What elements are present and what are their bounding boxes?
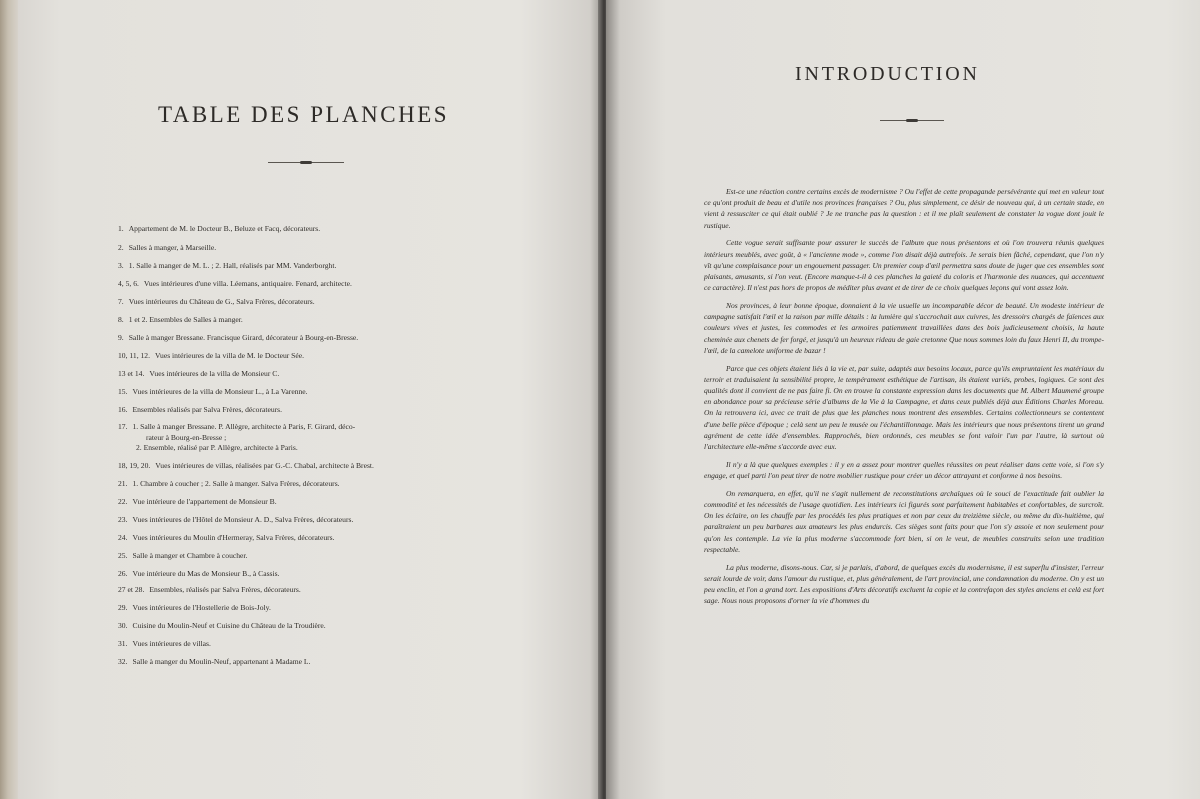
plate-entry: [118, 314, 243, 325]
plate-entry: [118, 421, 355, 443]
plate-entry: [118, 584, 301, 595]
plate-number: 18, 19, 20.: [118, 461, 151, 470]
plate-description: Vues intérieures de villas.: [132, 639, 211, 648]
plate-entry: [118, 368, 279, 379]
plate-description: Ensembles réalisés par Salva Frères, décorateurs.: [132, 405, 282, 414]
plate-entry: [118, 350, 304, 361]
plate-number: 23.: [118, 515, 128, 524]
plate-entry: [118, 568, 279, 579]
plate-description: Vue intérieure de l'appartement de Monsieur B.: [132, 497, 277, 506]
plate-entry: [118, 260, 336, 271]
plate-entry: [118, 656, 310, 667]
plate-description: Vues intérieures du Château de G., Salva Frères, décorateurs.: [128, 297, 315, 306]
plate-description: Ensembles, réalisés par Salva Frères, décorateurs.: [149, 585, 301, 594]
plate-description: 1. Salle à manger de M. L. ; 2. Hall, réalisés par MM. Vanderborght.: [128, 261, 337, 270]
plate-entry: [118, 638, 211, 649]
plate-description: Salle à manger et Chambre à coucher.: [132, 551, 248, 560]
introduction-text: [704, 186, 1104, 606]
plate-number: 26.: [118, 569, 128, 578]
plate-number: 8.: [118, 315, 124, 324]
plate-description: Vue intérieure du Mas de Monsieur B., à Cassis.: [132, 569, 280, 578]
plate-entry: [118, 532, 335, 543]
intro-paragraph: Nos provinces, à leur bonne époque, donnaient à la vie usuelle un incomparable décor de beauté. Un modeste intérieur de campagne satisfait l'œil et la raison par mille détails : la lumière qui s'accrochait aux cuivres, les dressoirs chargés de faïences aux couleurs vives et justes, les commodes et les armoires patiemment travaillées dans des bois judicieusement choisis, la haute cheminée aux chenets de fer forgé, et jusqu'à un heureux rideau de gaie cretonne Que nous sommes loin du faux Henri II, du trompe-l'œil, de la camelote uniforme de bazar !: [704, 301, 1104, 355]
plate-number: 24.: [118, 533, 128, 542]
plate-description: Vues intérieures d'une villa. Léemans, antiquaire. Fenard, architecte.: [143, 279, 352, 288]
plate-number: 25.: [118, 551, 128, 560]
plate-entry: [118, 478, 340, 489]
plate-description: 1. Chambre à coucher ; 2. Salle à manger. Salva Frères, décorateurs.: [132, 479, 340, 488]
plate-description: Cuisine du Moulin-Neuf et Cuisine du Château de la Troudière.: [132, 621, 326, 630]
plate-description: Salle à manger Bressane. Francisque Girard, décorateur à Bourg-en-Bresse.: [128, 333, 359, 342]
intro-paragraph: Est-ce une réaction contre certains excès de modernisme ? Ou l'effet de cette propagande persévérante qui met en valeur tout ce qu'ont produit de beau et d'utile nos provinces françaises ? Ou, plus simplement, ce désir de nouveau qui, à un certain stade, en vient à ressusciter ce qui était oublié ? Je ne tranche pas la question : et il me plaît seulement de constater la vogue dont jouit le rustique.: [704, 187, 1104, 230]
plate-number: 22.: [118, 497, 128, 506]
plate-number: 16.: [118, 405, 128, 414]
plate-entry: [118, 223, 320, 234]
plate-entry: [118, 550, 247, 561]
plate-number: 4, 5, 6.: [118, 279, 139, 288]
plate-number: 10, 11, 12.: [118, 351, 150, 360]
plate-number: 29.: [118, 603, 128, 612]
intro-paragraph: Cette vogue serait suffisante pour assurer le succès de l'album que nous présentons et où l'on trouvera réunis quelques intérieurs meublés, avec goût, à « l'ancienne mode », comme l'on disait déjà autrefois. Je serais bien fâché, cependant, que l'on n'y vît qu'une complaisance pour un engouement passager. Un premier coup d'œil permettra sans doute de juger que ces ensembles sont plaisants, amusants, si l'on veut. (Encore manque-t-il à ces planches la gaieté du coloris et l'harmonie des nuances, qui accentuent ce caractère). Il n'est pas hors de propos de méditer plus avant et de tirer de ce choix quelques leçons qui vont assez loin.: [704, 238, 1104, 293]
plate-description: Vues intérieures de l'Hostellerie de Bois-Joly.: [132, 603, 271, 612]
plate-number: 2.: [118, 243, 124, 252]
title-ornament: [268, 161, 344, 165]
plate-number: 31.: [118, 639, 128, 648]
plate-description: Vues intérieures du Moulin d'Hermeray, Salva Frères, décorateurs.: [132, 533, 335, 542]
plate-number: 7.: [118, 297, 124, 306]
plate-number: 13 et 14.: [118, 369, 145, 378]
intro-paragraph: Parce que ces objets étaient liés à la vie et, par suite, adaptés aux besoins locaux, parce qu'ils empruntaient les matériaux du terroir et traduisaient la sensibilité propre, le tempérament esthétique de l'artisan, ils étaient variés, probes, logiques. Ce sont des qualités dont il convient de ne pas faire fi. On en trouve la constante expression dans les documents que M. Albert Maumené groupe en abondance pour sa précieuse série d'albums de la Vie à la Campagne, et dans ceux publiés déjà aux Éditions Charles Moreau. On la retrouvera ici, avec ce trait de plus que les planches nous montrent des ensembles. Certains collectionneurs se contentent d'une belle pièce d'époque ; celà sent un peu le musée ou l'échantillonnage. Mais les intérieurs que nous présentons tirent un grand agrément de cette idée d'ensembles. Rapprochés, bien ordonnés, ces meubles se font valoir l'un par l'autre, là surtout où l'architecture elle-même s'accorde avec eux.: [704, 363, 1104, 452]
plate-number: 21.: [118, 479, 128, 488]
plate-number: 3.: [118, 261, 124, 270]
plate-entry: [118, 620, 326, 631]
plate-entry: [118, 514, 353, 525]
plate-description: Vues intérieures de la villa de Monsieur C.: [149, 369, 280, 378]
intro-paragraph: Il n'y a là que quelques exemples : il y en a assez pour montrer quelles réussites on peut réaliser dans cette voie, si l'on s'y engage, et quel parti l'on peut tirer de notre mobilier rustique pour créer un décor attrayant et conforme à nos besoins.: [704, 459, 1104, 481]
plate-entry: [118, 278, 352, 289]
plate-entry: [118, 602, 271, 613]
plate-entry: [136, 442, 298, 453]
introduction-title: INTRODUCTION: [795, 63, 980, 85]
plate-description: Vues intérieures de l'Hôtel de Monsieur A. D., Salva Frères, décorateurs.: [132, 515, 354, 524]
plate-description: Salle à manger du Moulin-Neuf, appartenant à Madame L.: [132, 657, 311, 666]
plate-description: 1 et 2. Ensembles de Salles à manger.: [128, 315, 243, 324]
plate-description: Vues intérieures de villas, réalisées par G.-C. Chabal, architecte à Brest.: [155, 461, 374, 470]
plate-entry: [118, 404, 282, 415]
plate-description: Vues intérieures de la villa de M. le Docteur Sée.: [155, 351, 305, 360]
plate-description: Salles à manger, à Marseille.: [128, 243, 217, 252]
plate-number: 17.: [118, 422, 128, 431]
intro-paragraph: On remarquera, en effet, qu'il ne s'agit nullement de reconstitutions archaïques où le souci de l'exactitude fait oublier la commodité et les nécessités de l'usage quotidien. Les intérieurs ici figurés sont parfaitement habitables et confortables, de surcroît. On les éclaire, on les chauffe par les procédés les plus pratiques et non par ceux du treizième siècle, ou même du dix-huitième, qui paraîtraient un peu barbares aux amateurs les plus endurcis. Ces sièges sont faits pour que l'on s'y assoie et non seulement pour qu'on les contemple. La vie la plus moderne s'accommode fort bien, si on le veut, de meubles construits selon une tradition respectable.: [704, 488, 1104, 554]
table-title: TABLE DES PLANCHES: [158, 102, 450, 127]
plate-description: Vues intérieures de la villa de Monsieur L., à La Varenne.: [132, 387, 308, 396]
plate-entry: [118, 386, 308, 397]
plate-entry: [118, 296, 315, 307]
title-ornament: [880, 119, 944, 123]
plate-number: 15.: [118, 387, 128, 396]
plate-number: 9.: [118, 333, 124, 342]
plate-entry: [118, 496, 277, 507]
plate-entry: [118, 460, 374, 471]
plate-description: Appartement de M. le Docteur B., Beluze et Facq, décorateurs.: [128, 224, 321, 233]
plate-number: 1.: [118, 224, 124, 233]
plate-number: 27 et 28.: [118, 585, 145, 594]
intro-paragraph: La plus moderne, disons-nous. Car, si je parlais, d'abord, de quelques excès du modernisme, il est superflu d'insister, l'erreur serait lourde de voir, dans l'amour du rustique, et, plus généralement, de l'art provincial, une condamnation du moderne. On y est un peu enclin, et l'on a grand tort. Les expositions d'Arts décoratifs excluent la copie et la contrefaçon des styles anciens et celà est fort sage. Nous nous proposons d'orner la vie d'hommes du: [704, 562, 1104, 606]
page-edge: [0, 0, 18, 799]
plate-description: 1. Salle à manger Bressane. P. Allègre, architecte à Paris, F. Girard, déco-: [132, 422, 356, 431]
plate-description: 2. Ensemble, réalisé par P. Allègre, architecte à Paris.: [136, 443, 298, 452]
plate-number: 32.: [118, 657, 128, 666]
plate-description-continued: rateur à Bourg-en-Bresse ;: [146, 433, 227, 442]
plate-entry: [118, 242, 216, 253]
plate-entry: [118, 332, 358, 343]
plate-number: 30.: [118, 621, 128, 630]
